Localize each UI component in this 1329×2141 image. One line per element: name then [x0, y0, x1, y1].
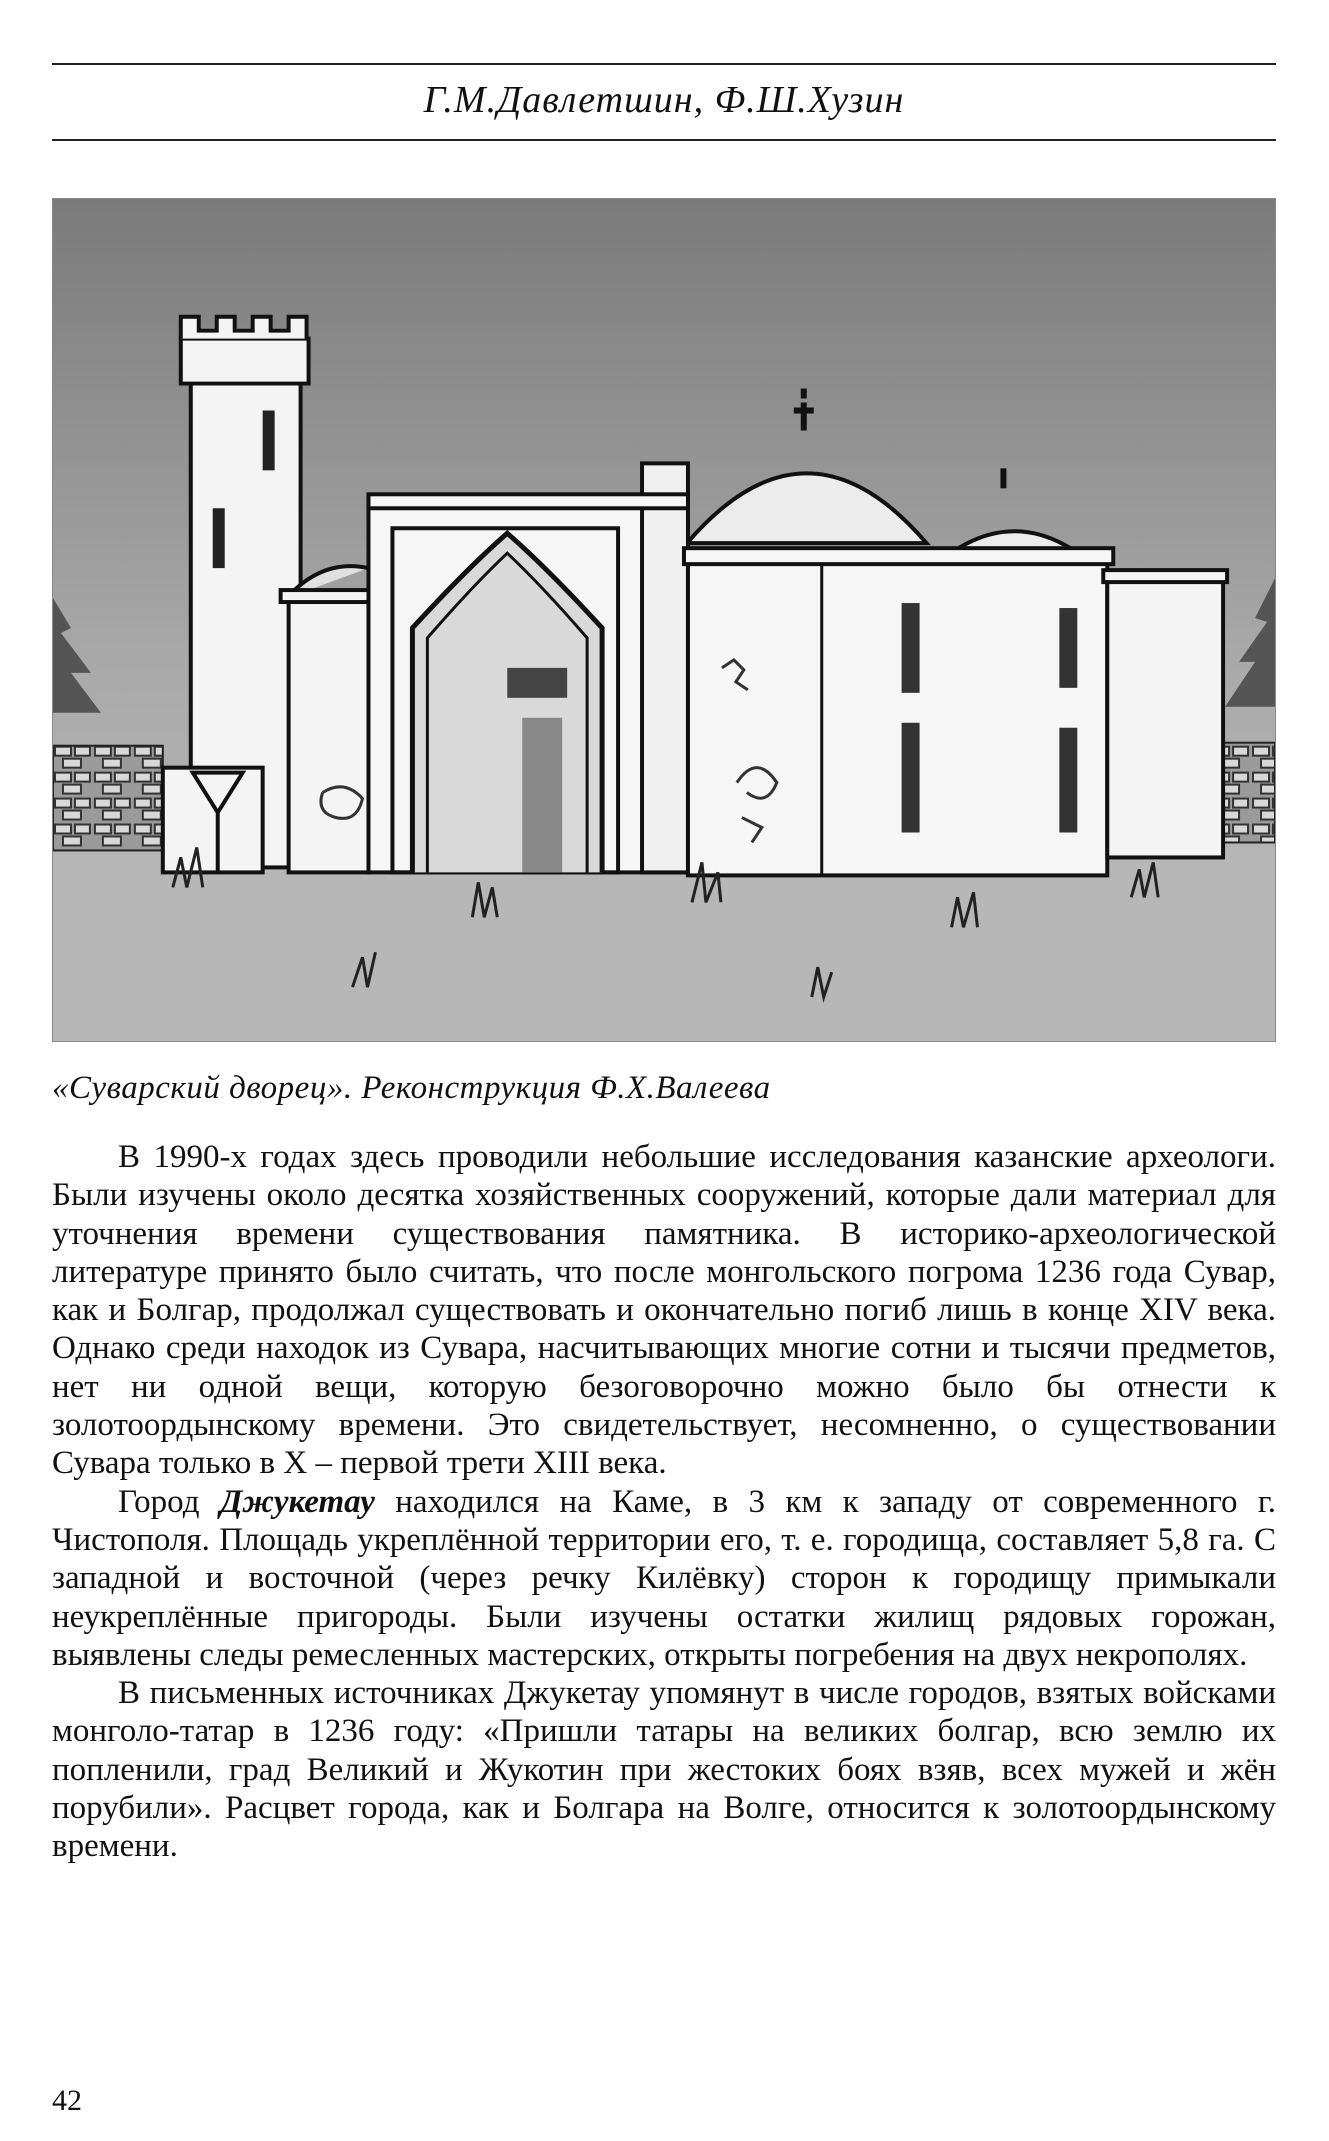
header-rule-top	[52, 63, 1276, 65]
page-number: 42	[52, 2084, 82, 2117]
header-rule-bottom	[52, 139, 1276, 141]
paragraph-2-rest: находился на Каме, в 3 км к западу от современного г. Чистополя. Площадь укреплённой территории его, т. е. городища, составляет 5,8 га. С западной и восточной (через речку Килёвку) сторон к городищу примыкали неукреплённые пригороды. Были изучены остатки жилищ рядовых горожан, выявлены следы ремесленных мастерских, открыты погребения на двух некрополях.	[52, 1483, 1276, 1673]
palace-drawing	[53, 199, 1275, 1041]
main-block	[688, 558, 1107, 875]
figure-caption: «Суварский дворец». Реконструкция Ф.Х.Валеева	[52, 1070, 771, 1106]
paragraph-2	[52, 1483, 1276, 1674]
paragraph-1: В 1990-х годах здесь проводили небольшие исследования казанские археологи. Были изучены около десятка хозяйственных сооружений, которые дали материал для уточнения времени существования памятника. В историко-археологической литературе принято было считать, что после монгольского погрома 1236 года Сувар, как и Болгар, продолжал существовать и окончательно погиб лишь в конце XIV века. Однако среди находок из Сувара, насчитывающих многие сотни и тысячи предметов, нет ни одной вещи, которую безоговорочно можно было бы отнести к золотоордынскому времени. Это свидетельствует, несомненно, о существовании Сувара только в X – первой трети XIII века.	[52, 1139, 1276, 1482]
paragraph-2-lead: Город	[118, 1483, 220, 1520]
figure-illustration	[52, 198, 1276, 1042]
body-text	[52, 1138, 1276, 1866]
running-head: Г.М.Давлетшин, Ф.Ш.Хузин	[423, 79, 905, 121]
term-djuketau: Джукетау	[219, 1483, 375, 1520]
stone-wall-left	[53, 746, 163, 851]
paragraph-3: В письменных источниках Джукетау упомянут в числе городов, взятых войсками монголо-татар в 1236 году: «Пришли татары на великих болгар, всю землю их попленили, град Великий и Жукотин при жестоких боях взяв, всех мужей и жён порубили». Расцвет города, как и Болгара на Волге, относится к золотоордынскому времени.	[52, 1675, 1276, 1865]
